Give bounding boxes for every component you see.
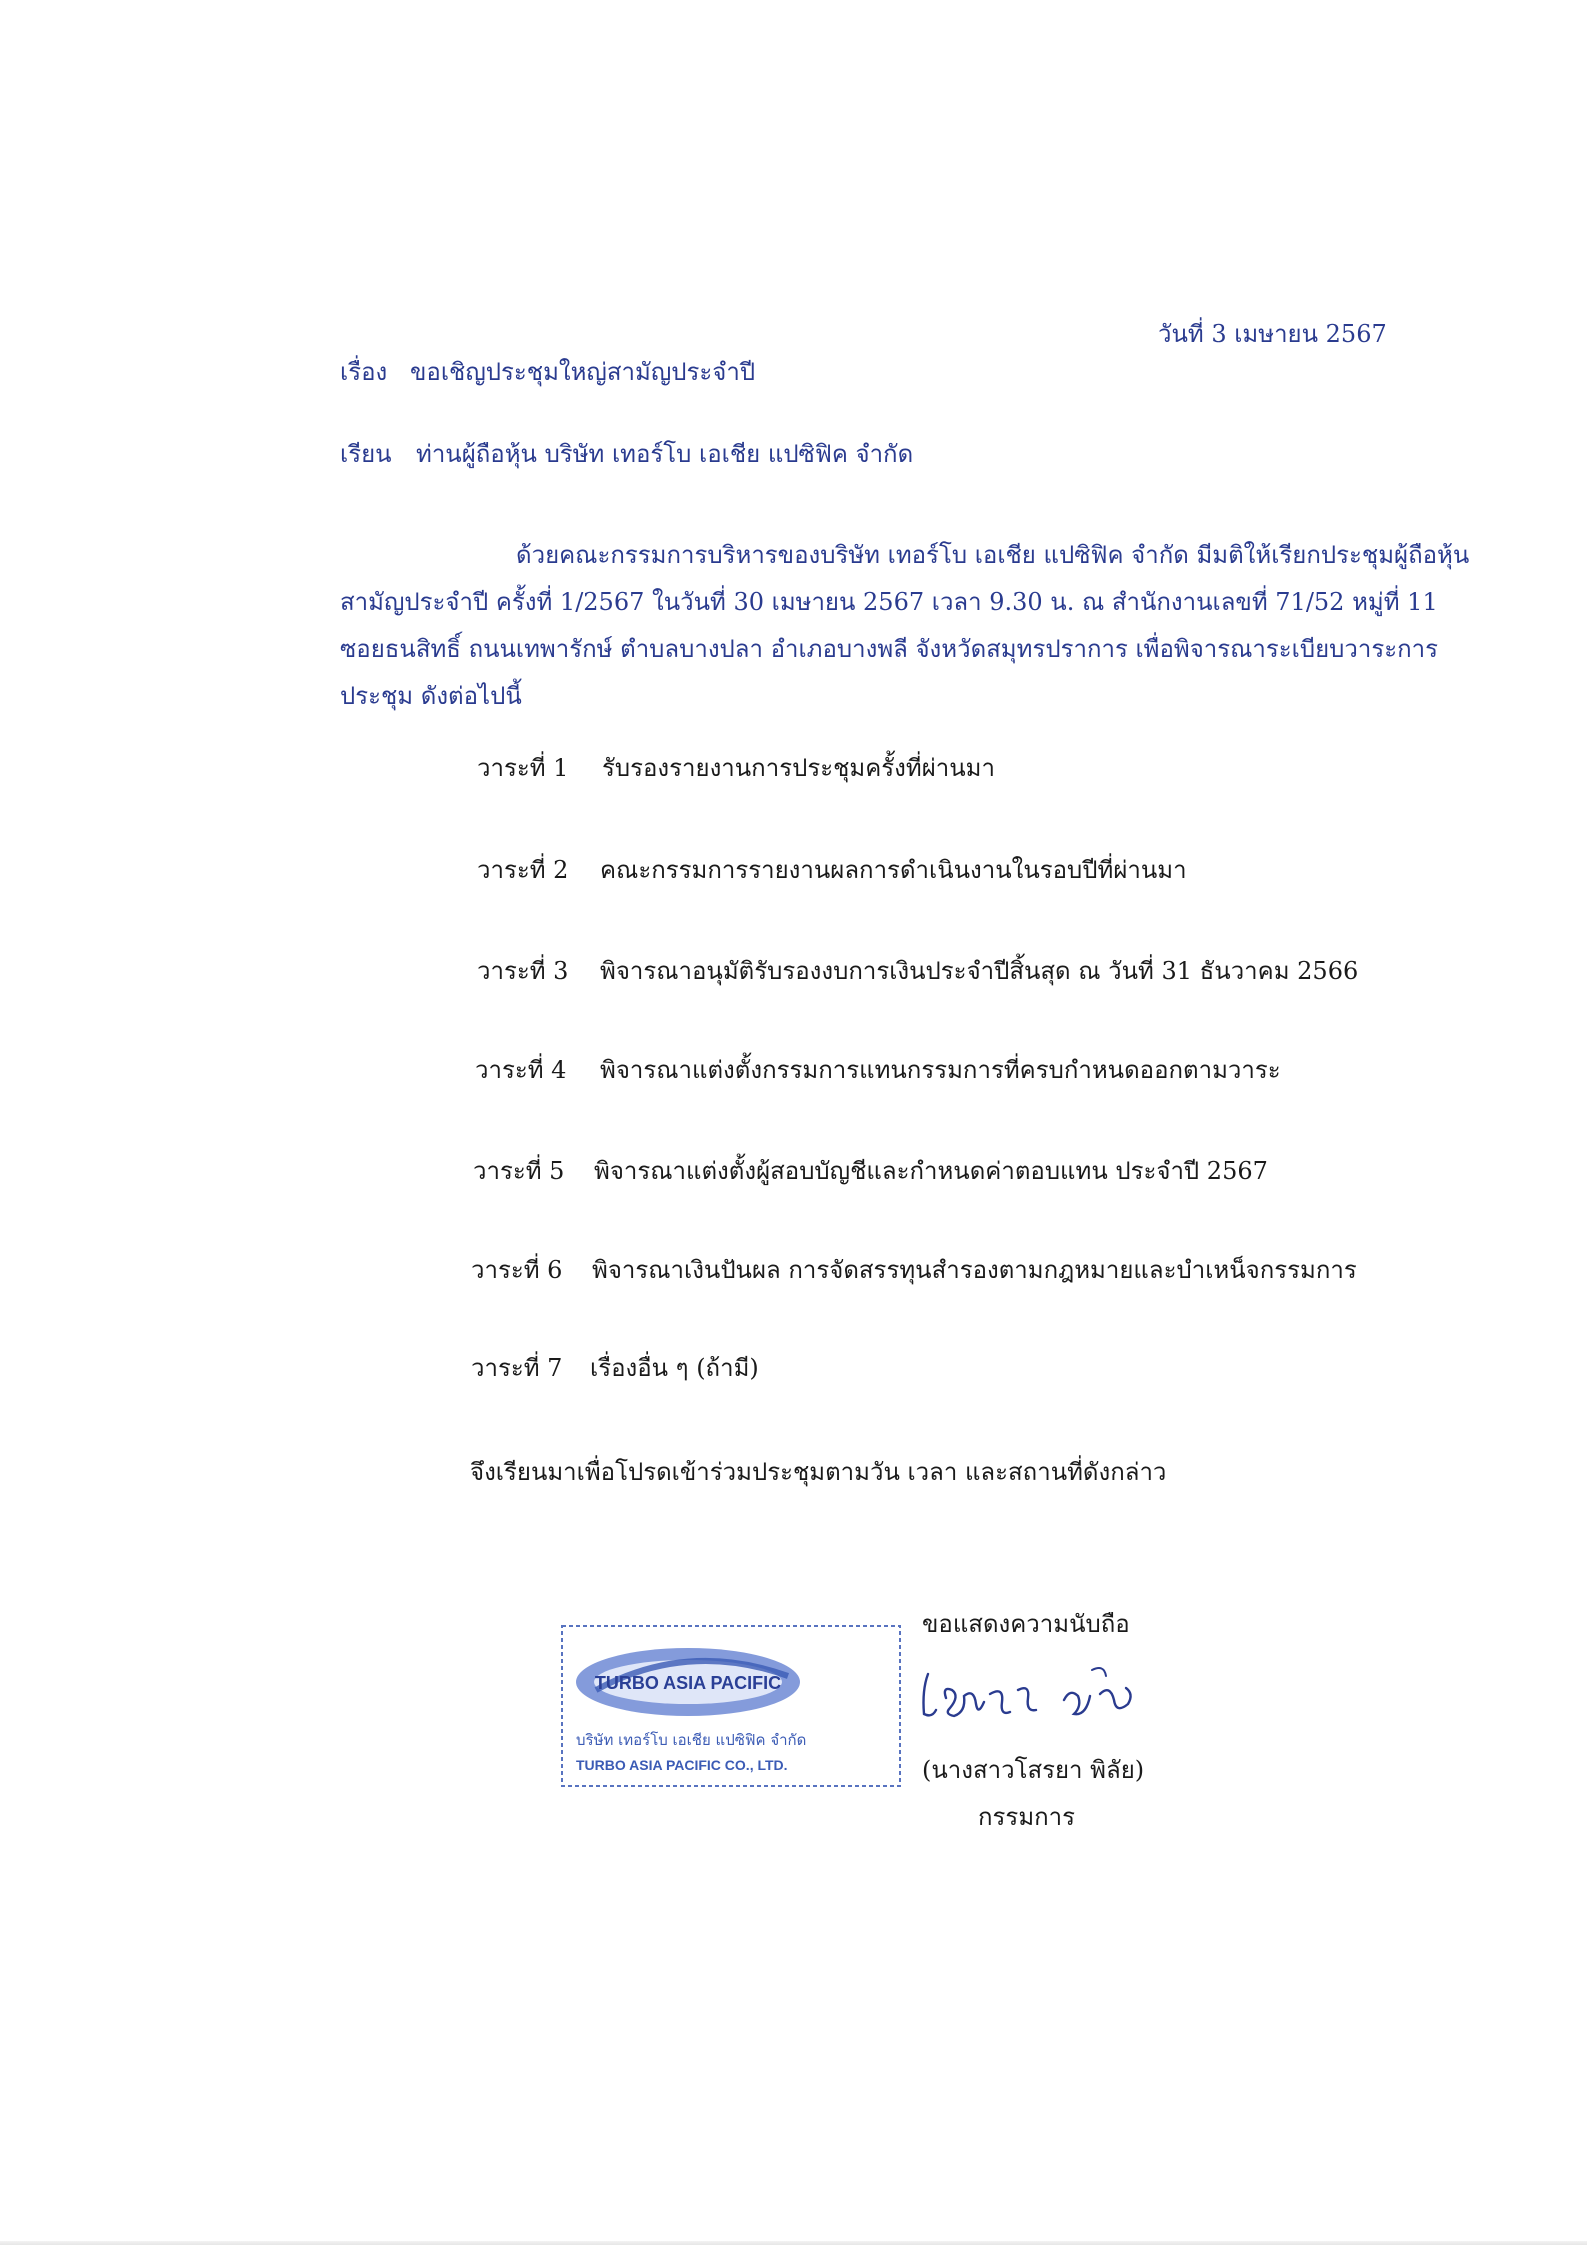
body-line: ซอยธนสิทธิ์ ถนนเทพารักษ์ ตำบลบางปลา อำเภอบางพลี จังหวัดสมุทรปราการ เพื่อพิจารณาระเบียบวาระการ [340,635,1439,663]
agenda-label-3: วาระที่ 3 [477,957,569,985]
stamp-logo-text: TURBO ASIA PACIFIC [594,1673,782,1693]
signer-role: กรรมการ [978,1803,1076,1831]
handwritten-signature [914,1660,1144,1732]
regards-text: ขอแสดงความนับถือ [922,1610,1130,1638]
closing-sentence: จึงเรียนมาเพื่อโปรดเข้าร่วมประชุมตามวัน เวลา และสถานที่ดังกล่าว [470,1458,1167,1486]
body-paragraph [340,532,1470,720]
body-line: ด้วยคณะกรรมการบริหารของบริษัท เทอร์โบ เอเชีย แปซิฟิค จำกัด มีมติให้เรียกประชุมผู้ถือหุ้น [516,541,1470,569]
agenda-label-5: วาระที่ 5 [473,1157,565,1185]
recipient-label: เรียน [340,440,392,468]
agenda-label-2: วาระที่ 2 [477,856,569,884]
agenda-text-5: พิจารณาแต่งตั้งผู้สอบบัญชีและกำหนดค่าตอบแทน ประจำปี 2567 [594,1157,1268,1185]
subject-label: เรื่อง [340,358,388,386]
signer-name: (นางสาวโสรยา พิลัย) [922,1756,1145,1784]
agenda-text-1: รับรองรายงานการประชุมครั้งที่ผ่านมา [602,754,995,782]
agenda-text-4: พิจารณาแต่งตั้งกรรมการแทนกรรมการที่ครบกำหนดออกตามวาระ [600,1056,1281,1084]
scan-edge [0,2241,1587,2245]
agenda-text-6: พิจารณาเงินปันผล การจัดสรรทุนสำรองตามกฎหมายและบำเหน็จกรรมการ [592,1256,1357,1284]
body-line: ประชุม ดังต่อไปนี้ [340,682,522,710]
stamp-english-name: TURBO ASIA PACIFIC CO., LTD. [576,1757,788,1773]
letter-date: วันที่ 3 เมษายน 2567 [1158,320,1387,348]
agenda-text-3: พิจารณาอนุมัติรับรองงบการเงินประจำปีสิ้นสุด ณ วันที่ 31 ธันวาคม 2566 [600,957,1359,985]
company-stamp [556,1620,906,1792]
subject-text: ขอเชิญประชุมใหญ่สามัญประจำปี [410,358,756,386]
body-line: สามัญประจำปี ครั้งที่ 1/2567 ในวันที่ 30 เมษายน 2567 เวลา 9.30 น. ณ สำนักงานเลขที่ 71/52 หมู่ที่ 11 [340,588,1438,616]
recipient-text: ท่านผู้ถือหุ้น บริษัท เทอร์โบ เอเชีย แปซิฟิค จำกัด [416,440,914,468]
agenda-text-7: เรื่องอื่น ๆ (ถ้ามี) [590,1354,759,1382]
agenda-text-2: คณะกรรมการรายงานผลการดำเนินงานในรอบปีที่ผ่านมา [600,856,1187,884]
stamp-thai-name: บริษัท เทอร์โบ เอเชีย แปซิฟิค จำกัด [576,1731,807,1749]
agenda-label-1: วาระที่ 1 [477,754,569,782]
agenda-label-6: วาระที่ 6 [471,1256,563,1284]
agenda-label-4: วาระที่ 4 [475,1056,567,1084]
agenda-label-7: วาระที่ 7 [471,1354,563,1382]
